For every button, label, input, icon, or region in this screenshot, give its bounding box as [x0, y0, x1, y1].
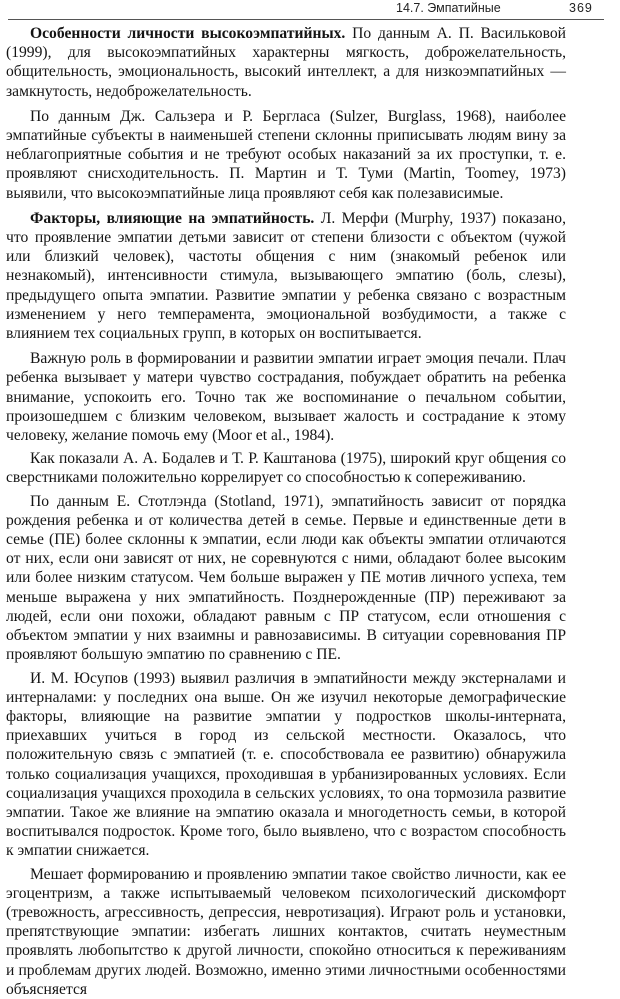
paragraph-yusupov	[6, 669, 566, 861]
paragraph-bodalev-kashtanova	[6, 449, 566, 487]
section-title: 14.7. Эмпатийные	[396, 1, 501, 15]
paragraph-stotland	[6, 492, 566, 665]
running-head	[396, 1, 602, 19]
paragraph-text: По данным А. П. Васильковой (1999), для высокоэмпатийных характерны мягкость, доброжелательность, общительность, эмоциональность, высокий интеллект, а для низкоэмпатийных — замкнутость, недоброжелательность.	[6, 25, 566, 100]
run-in-heading: Особенности личности высокоэмпатийных.	[30, 25, 346, 42]
paragraph-sadness-emotion	[6, 349, 566, 445]
paragraph-text: Мешает формированию и проявлению эмпатии такое свойство личности, как ее эгоцентризм, а также испытываемый человеком психологический дискомфорт (тревожность, агрессивность, депрессия, невротизация). Играют роль и установки, препятствующие эмпатии: избегать лишних контактов, считать неуместным проявлять любопытство к другой личности, спокойно относиться к переживаниям и проблемам других людей. Возможно, именно этими личностными особенностями объясняется	[6, 865, 566, 998]
paragraph-text: Л. Мерфи (Murphy, 1937) показано, что проявление эмпатии детьми зависит от степени близости с объектом (чужой или близкий человек), частоты общения с ним (знакомый ребенок или незнакомый), интенсивности стимула, вызывающего эмпатию (боль, слезы), предыдущего опыта эмпатии. Развитие эмпатии у ребенка связано с возрастным изменением у него темперамента, эмоциональной возбудимости, а также с влиянием тех социальных групп, в которых он воспитывается.	[6, 209, 566, 343]
paragraph-text: Как показали А. А. Бодалев и Т. Р. Каштанова (1975), широкий круг общения со сверстниками положительно коррелирует со способностью к сопереживанию.	[6, 450, 566, 487]
page-body	[6, 24, 566, 999]
page-number: 369	[569, 1, 593, 15]
paragraph-text: Важную роль в формировании и развитии эмпатии играет эмоция печали. Плач ребенка вызывает у матери чувство сострадания, побуждает обратить на ребенка внимание, успокоить его. Точно так же воспоминание о печальном событии, произошедшем с близким человеком, вызывает жалость и сострадание к этому человеку, желание помочь ему (Moor et al., 1984).	[6, 350, 566, 445]
header-rule	[8, 19, 604, 20]
paragraph-text: По данным Е. Стотлэнда (Stotland, 1971), эмпатийность зависит от порядка рождения ребенка и от количества детей в семье. Первые и единственные дети в семье (ПЕ) более склонны к эмпатии, если люди как объекты эмпатии отличаются от них, если они зависят от них, не соревнуются с ними, обладают более высоким или более низким статусом. Чем больше выражен у ПЕ мотив личного успеха, тем меньше выражена у них эмпатийность. Позднерожденные (ПР) переживают за людей, если они похожи, обладают равным с ПР статусом, если отношения с объектом эмпатии у них взаимны и равнозависимы. В ситуации соревнования ПР проявляют большую эмпатию по сравнению с ПЕ.	[6, 492, 566, 664]
run-in-heading: Факторы, влияющие на эмпатийность.	[30, 209, 315, 227]
paragraph-sulzer-burglass	[6, 107, 566, 203]
paragraph-empathic-personality	[6, 24, 566, 101]
paragraph-text: По данным Дж. Сальзера и Р. Берглаcа (Sulzer, Burglass, 1968), наиболее эмпатийные субъекты в наименьшей степени склонны приписывать людям вину за неблагоприятные события и не требуют особых наказаний за их проступки, т. е. проявляют снисходительность. П. Мартин и Т. Туми (Martin, Toomey, 1973) выявили, что высокоэмпатийные лица проявляют себя как полезависимые.	[6, 107, 566, 202]
paragraph-influencing-factors	[6, 209, 566, 343]
paragraph-obstacles	[6, 865, 566, 999]
paragraph-text: И. М. Юсупов (1993) выявил различия в эмпатийности между экстерналами и интерналами: у последних она выше. Он же изучил некоторые демографические факторы, влияющие на развитие эмпатии у подростков школы-интерната, приехавших учиться в город из сельской местности. Оказалось, что положительную связь с эмпатией (т. е. способствовала ее развитию) обнаружила только социализация учащихся, проходившая в урбанизированных условиях. Если социализация учащихся проходила в сельских условиях, то она тормозила развитие эмпатии. Такое же влияние на эмпатию оказала и многодетность семьи, в которой воспитывался подросток. Кроме того, было выявлено, что с возрастом способность к эмпатии снижается.	[6, 669, 566, 860]
